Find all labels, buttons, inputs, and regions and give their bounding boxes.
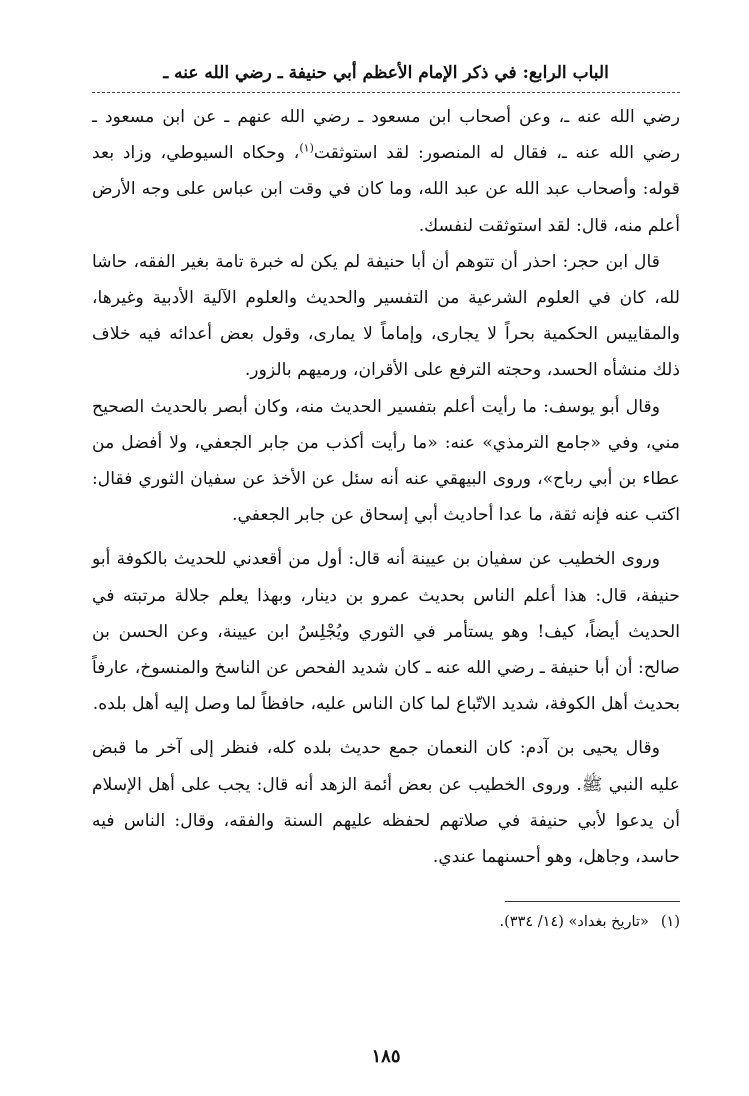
book-page xyxy=(92,58,680,1088)
page-number: ١٨٥ xyxy=(371,1046,401,1067)
paragraph-1 xyxy=(92,99,680,244)
body-text xyxy=(92,99,680,875)
header-divider xyxy=(92,92,680,93)
paragraph-4: وروى الخطيب عن سفيان بن عيينة أنه قال: أول من أقعدني للحديث بالكوفة أبو حنيفة، قال: هذا أعلم الناس بحديث عمرو بن دينار، وبهذا يعلم جلالة مرتبته في الحديث أيضاً، كيف! وهو يستأمر في الثوري ويُجْلِسُ ابن عيينة، وعن الحسن بن صالح: أن أبا حنيفة ـ رضي الله عنه ـ كان شديد الفحص عن الناسخ والمنسوخ، عارفاً بحديث أهل الكوفة، شديد الاتّباع لما كان الناس عليه، حافظاً لما وصل إليه أهل بلده. xyxy=(92,549,680,715)
paragraph-1-text-after-ref: ، وحكاه السيوطي، وزاد بعد قوله: وأصحاب عبد الله عن عبد الله، وما كان في وقت ابن عباس على وجه الأرض أعلم منه، قال: لقد استوثقت لنفسك. xyxy=(92,143,680,236)
footnote-divider xyxy=(505,901,680,902)
footnote-reference[interactable]: (١) xyxy=(299,141,314,155)
paragraph-2: قال ابن حجر: احذر أن تتوهم أن أبا حنيفة لم يكن له خبرة تامة بغير الفقه، حاشا لله، كان في العلوم الشرعية من التفسير والحديث والعلوم الآلية الأدبية وغيرها، والمقاييس الحكمية بحراً لا يجارى، وإماماً لا يمارى، وقول بعض أعدائه فيه خلاف ذلك منشأه الحسد، وحجته الترفع على الأقران، ورميهم بالزور. xyxy=(92,251,680,381)
footnote-number: (١) xyxy=(660,914,680,931)
paragraph-5: وقال يحيى بن آدم: كان النعمان جمع حديث بلده كله، فنظر إلى آخر ما قبض عليه النبي ﷺ. وروى الخطيب عن بعض أئمة الزهد أنه قال: يجب على أهل الإسلام أن يدعوا لأبي حنيفة في صلاتهم لحفظه عليهم السنة والفقه، وقال: الناس فيه حاسد، وجاهل، وهو أحسنهما عندي. xyxy=(92,738,680,868)
footnote-text: «تاريخ بغداد» (١٤/ ٣٣٤). xyxy=(499,914,649,931)
paragraph-1-text-before-ref: رضي الله عنه ـ، وعن أصحاب ابن مسعود ـ رضي الله عنهم ـ عن ابن مسعود ـ رضي الله عنه ـ، فقال له المنصور: لقد استوثقت xyxy=(92,107,681,164)
paragraph-3: وقال أبو يوسف: ما رأيت أعلم بتفسير الحديث منه، وكان أبصر بالحديث الصحيح مني، وفي «جامع الترمذي» عنه: «ما رأيت أكذب من جابر الجعفي، ولا أفضل من عطاء بن أبي رباح»، وروى البيهقي عنه أنه سئل عن الأخذ عن سفيان الثوري فقال: اكتب عنه فإنه ثقة، ما عدا أحاديث أبي إسحاق عن جابر الجعفي. xyxy=(92,396,680,526)
footnote xyxy=(92,910,680,934)
running-header: الباب الرابع: في ذكر الإمام الأعظم أبي حنيفة ـ رضي الله عنه ـ xyxy=(163,63,609,83)
